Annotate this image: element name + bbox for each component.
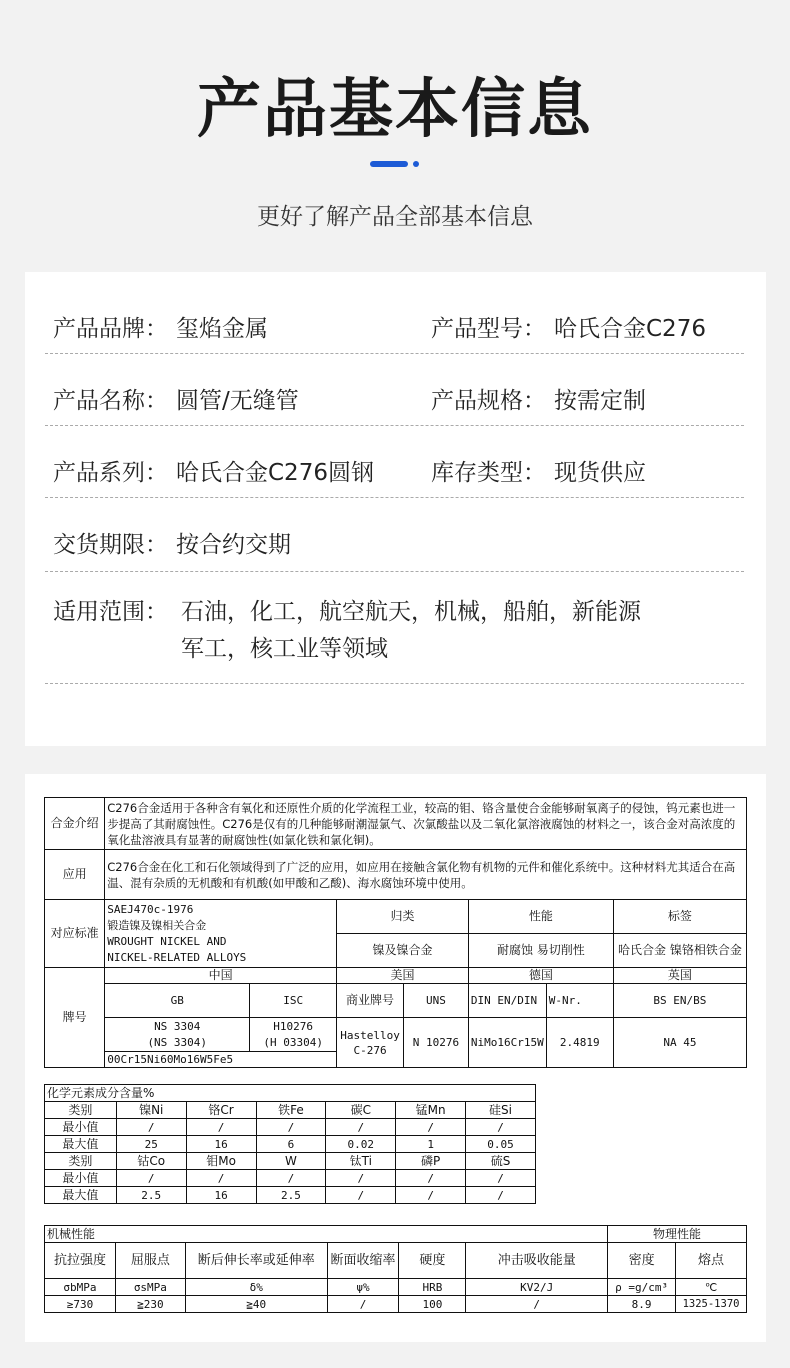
chem-cell: / <box>396 1187 466 1204</box>
chem-cell: / <box>256 1119 326 1136</box>
wnr-value: 2.4819 <box>546 1018 613 1068</box>
table-row <box>45 1226 747 1243</box>
chem-cell: / <box>466 1170 536 1187</box>
std-line-1: SAEJ470c-1976 <box>107 902 194 916</box>
table-row <box>45 1170 536 1187</box>
mech-header: 屈服点 <box>115 1243 185 1279</box>
model-label: 产品型号： <box>431 316 546 342</box>
table-row <box>45 900 747 934</box>
chem-col: 磷P <box>396 1153 466 1170</box>
din-value: NiMo16Cr15W <box>468 1018 546 1068</box>
model-value: 哈氏合金C276 <box>554 316 706 342</box>
spec-label: 产品规格： <box>431 388 546 414</box>
country-cn: 中国 <box>105 968 337 984</box>
chem-col: 硅Si <box>466 1102 536 1119</box>
chem-col: 锰Mn <box>396 1102 466 1119</box>
mech-unit: σbMPa <box>45 1279 116 1296</box>
chem-col: 铬Cr <box>186 1102 256 1119</box>
table-row <box>45 968 747 984</box>
brand-value: 玺焰金属 <box>176 316 268 342</box>
chem-cell: 25 <box>116 1136 186 1153</box>
trade-value: Hastelloy C-276 <box>337 1018 404 1068</box>
mech-header: 冲击吸收能量 <box>466 1243 608 1279</box>
chem-table <box>44 1084 536 1204</box>
chem-cell: / <box>186 1170 256 1187</box>
class-header: 归类 <box>337 900 469 934</box>
brand-label: 产品品牌： <box>53 316 168 342</box>
grade-label: 牌号 <box>45 968 105 1068</box>
perf-header: 性能 <box>468 900 613 934</box>
perf-value: 耐腐蚀 易切削性 <box>468 934 613 968</box>
chem-cell: 2.5 <box>256 1187 326 1204</box>
intro-text: C276合金适用于各种含有氧化和还原性介质的化学流程工业，较高的钼、铬含量使合金能够耐氧离子的侵蚀，钨元素也进一步提高了其耐腐蚀性。C276是仅有的几种能够耐潮湿氯气、次氯酸盐以及二氧化氯溶液腐蚀的材料之一，该合金对高浓度的氧化盐溶液具有显著的耐腐蚀性(如氯化铁和氯化铜)。 <box>105 798 747 850</box>
isc-value-1: H10276 <box>273 1019 314 1033</box>
chem-cell: / <box>326 1119 396 1136</box>
chem-col: W <box>256 1153 326 1170</box>
chem-type-2: 类别 <box>45 1153 117 1170</box>
table-row <box>45 1243 747 1279</box>
chem-cell: / <box>256 1170 326 1187</box>
chem-col: 碳C <box>326 1102 396 1119</box>
mech-unit: σsMPa <box>115 1279 185 1296</box>
scope-line-1: 石油，化工，航空航天，机械，船舶，新能源 <box>181 599 641 625</box>
mech-unit: ℃ <box>676 1279 747 1296</box>
chem-cell: 0.05 <box>466 1136 536 1153</box>
mech-unit: ρ =g/cm³ <box>608 1279 676 1296</box>
country-uk: 英国 <box>613 968 746 984</box>
table-row <box>45 1085 536 1102</box>
stock-label: 库存类型： <box>431 460 546 486</box>
page-title: 产品基本信息 <box>197 73 593 147</box>
chem-cell: / <box>396 1119 466 1136</box>
mech-unit: δ% <box>185 1279 327 1296</box>
tag-value: 哈氏合金 镍铬相铁合金 <box>613 934 746 968</box>
info-row-scope <box>45 572 744 684</box>
chem-col: 铁Fe <box>256 1102 326 1119</box>
mech-header: 硬度 <box>399 1243 466 1279</box>
trade-header: 商业牌号 <box>337 984 404 1018</box>
class-value: 镍及镍合金 <box>337 934 469 968</box>
chem-max-label: 最大值 <box>45 1187 117 1204</box>
chem-max-label: 最大值 <box>45 1136 117 1153</box>
wnr-header: W-Nr. <box>546 984 613 1018</box>
table-row <box>45 1136 536 1153</box>
chem-col: 钛Ti <box>326 1153 396 1170</box>
uns-value: N 10276 <box>404 1018 469 1068</box>
page-header <box>0 0 790 272</box>
gb-value-3: 00Cr15Ni60Mo16W5Fe5 <box>105 1052 337 1068</box>
isc-value-2: (H 03304) <box>263 1035 323 1049</box>
chem-col: 镍Ni <box>116 1102 186 1119</box>
mech-value: ≧230 <box>115 1296 185 1313</box>
table-row <box>45 1119 536 1136</box>
mech-header: 抗拉强度 <box>45 1243 116 1279</box>
mech-value: / <box>466 1296 608 1313</box>
chem-min-label: 最小值 <box>45 1170 117 1187</box>
phys-title: 物理性能 <box>608 1226 747 1243</box>
mech-unit: ψ% <box>327 1279 399 1296</box>
chem-type-1: 类别 <box>45 1102 117 1119</box>
mech-title: 机械性能 <box>45 1226 608 1243</box>
chem-col: 硫S <box>466 1153 536 1170</box>
name-label: 产品名称： <box>53 388 168 414</box>
intro-label: 合金介绍 <box>45 798 105 850</box>
gb-value-1: NS 3304 <box>154 1019 201 1033</box>
scope-label: 适用范围： <box>53 599 168 625</box>
mech-value: ≧40 <box>185 1296 327 1313</box>
chem-cell: / <box>186 1119 256 1136</box>
table-row <box>45 1296 747 1313</box>
mech-value: 100 <box>399 1296 466 1313</box>
mech-unit: HRB <box>399 1279 466 1296</box>
mech-value: 1325-1370 <box>676 1296 747 1313</box>
info-row-brand <box>45 272 744 354</box>
gb-header: GB <box>105 984 250 1018</box>
info-row-name <box>45 354 744 426</box>
page-subtitle: 更好了解产品全部基本信息 <box>257 204 533 230</box>
chem-col: 钼Mo <box>186 1153 256 1170</box>
chem-cell: 16 <box>186 1187 256 1204</box>
delivery-label: 交货期限： <box>53 532 168 558</box>
info-row-delivery <box>45 498 744 572</box>
bs-header: BS EN/BS <box>613 984 746 1018</box>
std-label: 对应标准 <box>45 900 105 968</box>
std-line-4: NICKEL-RELATED ALLOYS <box>107 950 247 964</box>
mech-value: 8.9 <box>608 1296 676 1313</box>
app-text: C276合金在化工和石化领域得到了广泛的应用，如应用在接触含氯化物有机物的元件和催化系统中。这种材料尤其适合在高温、混有杂质的无机酸和有机酸(如甲酸和乙酸)、海水腐蚀环境中使用。 <box>105 850 747 900</box>
delivery-value: 按合约交期 <box>176 532 291 558</box>
isc-header: ISC <box>250 984 337 1018</box>
chem-cell: / <box>396 1170 466 1187</box>
table-row <box>45 850 747 900</box>
mech-table <box>44 1225 747 1313</box>
title-accent-bar <box>370 161 408 167</box>
name-value: 圆管/无缝管 <box>176 388 299 414</box>
chem-cell: / <box>116 1119 186 1136</box>
table-row <box>45 1187 536 1204</box>
chem-cell: 2.5 <box>116 1187 186 1204</box>
chem-cell: / <box>326 1170 396 1187</box>
chem-cell: 1 <box>396 1136 466 1153</box>
table-row <box>45 1279 747 1296</box>
mech-header: 熔点 <box>676 1243 747 1279</box>
table-row <box>45 1153 536 1170</box>
table-row <box>45 984 747 1018</box>
alloy-table <box>44 797 747 1068</box>
series-label: 产品系列： <box>53 460 168 486</box>
spec-card <box>25 774 766 1342</box>
gb-value-2: (NS 3304) <box>147 1035 208 1049</box>
info-row-series <box>45 426 744 498</box>
chem-title: 化学元素成分含量% <box>45 1085 536 1102</box>
stock-value: 现货供应 <box>554 460 646 486</box>
chem-col: 钴Co <box>116 1153 186 1170</box>
chem-cell: 6 <box>256 1136 326 1153</box>
std-line-3: WROUGHT NICKEL AND <box>107 934 227 948</box>
mech-value: ≥730 <box>45 1296 116 1313</box>
bs-value: NA 45 <box>613 1018 746 1068</box>
mech-unit: KV2/J <box>466 1279 608 1296</box>
din-header: DIN EN/DIN <box>468 984 546 1018</box>
table-row <box>45 1018 747 1052</box>
product-info-card <box>25 272 766 746</box>
chem-cell: / <box>466 1187 536 1204</box>
tag-header: 标签 <box>613 900 746 934</box>
mech-header: 密度 <box>608 1243 676 1279</box>
table-row <box>45 1102 536 1119</box>
mech-value: / <box>327 1296 399 1313</box>
chem-cell: / <box>326 1187 396 1204</box>
app-label: 应用 <box>45 850 105 900</box>
table-row <box>45 798 747 850</box>
chem-cell: 16 <box>186 1136 256 1153</box>
std-line-2: 锻造镍及镍相关合金 <box>107 918 207 932</box>
mech-header: 断后伸长率或延伸率 <box>185 1243 327 1279</box>
uns-header: UNS <box>404 984 469 1018</box>
country-de: 德国 <box>468 968 613 984</box>
series-value: 哈氏合金C276圆钢 <box>176 460 374 486</box>
chem-cell: / <box>116 1170 186 1187</box>
chem-cell: 0.02 <box>326 1136 396 1153</box>
country-us: 美国 <box>337 968 469 984</box>
mech-header: 断面收缩率 <box>327 1243 399 1279</box>
scope-line-2: 军工，核工业等领域 <box>181 636 388 662</box>
title-accent-dot <box>413 161 419 167</box>
chem-cell: / <box>466 1119 536 1136</box>
chem-min-label: 最小值 <box>45 1119 117 1136</box>
spec-value: 按需定制 <box>554 388 646 414</box>
